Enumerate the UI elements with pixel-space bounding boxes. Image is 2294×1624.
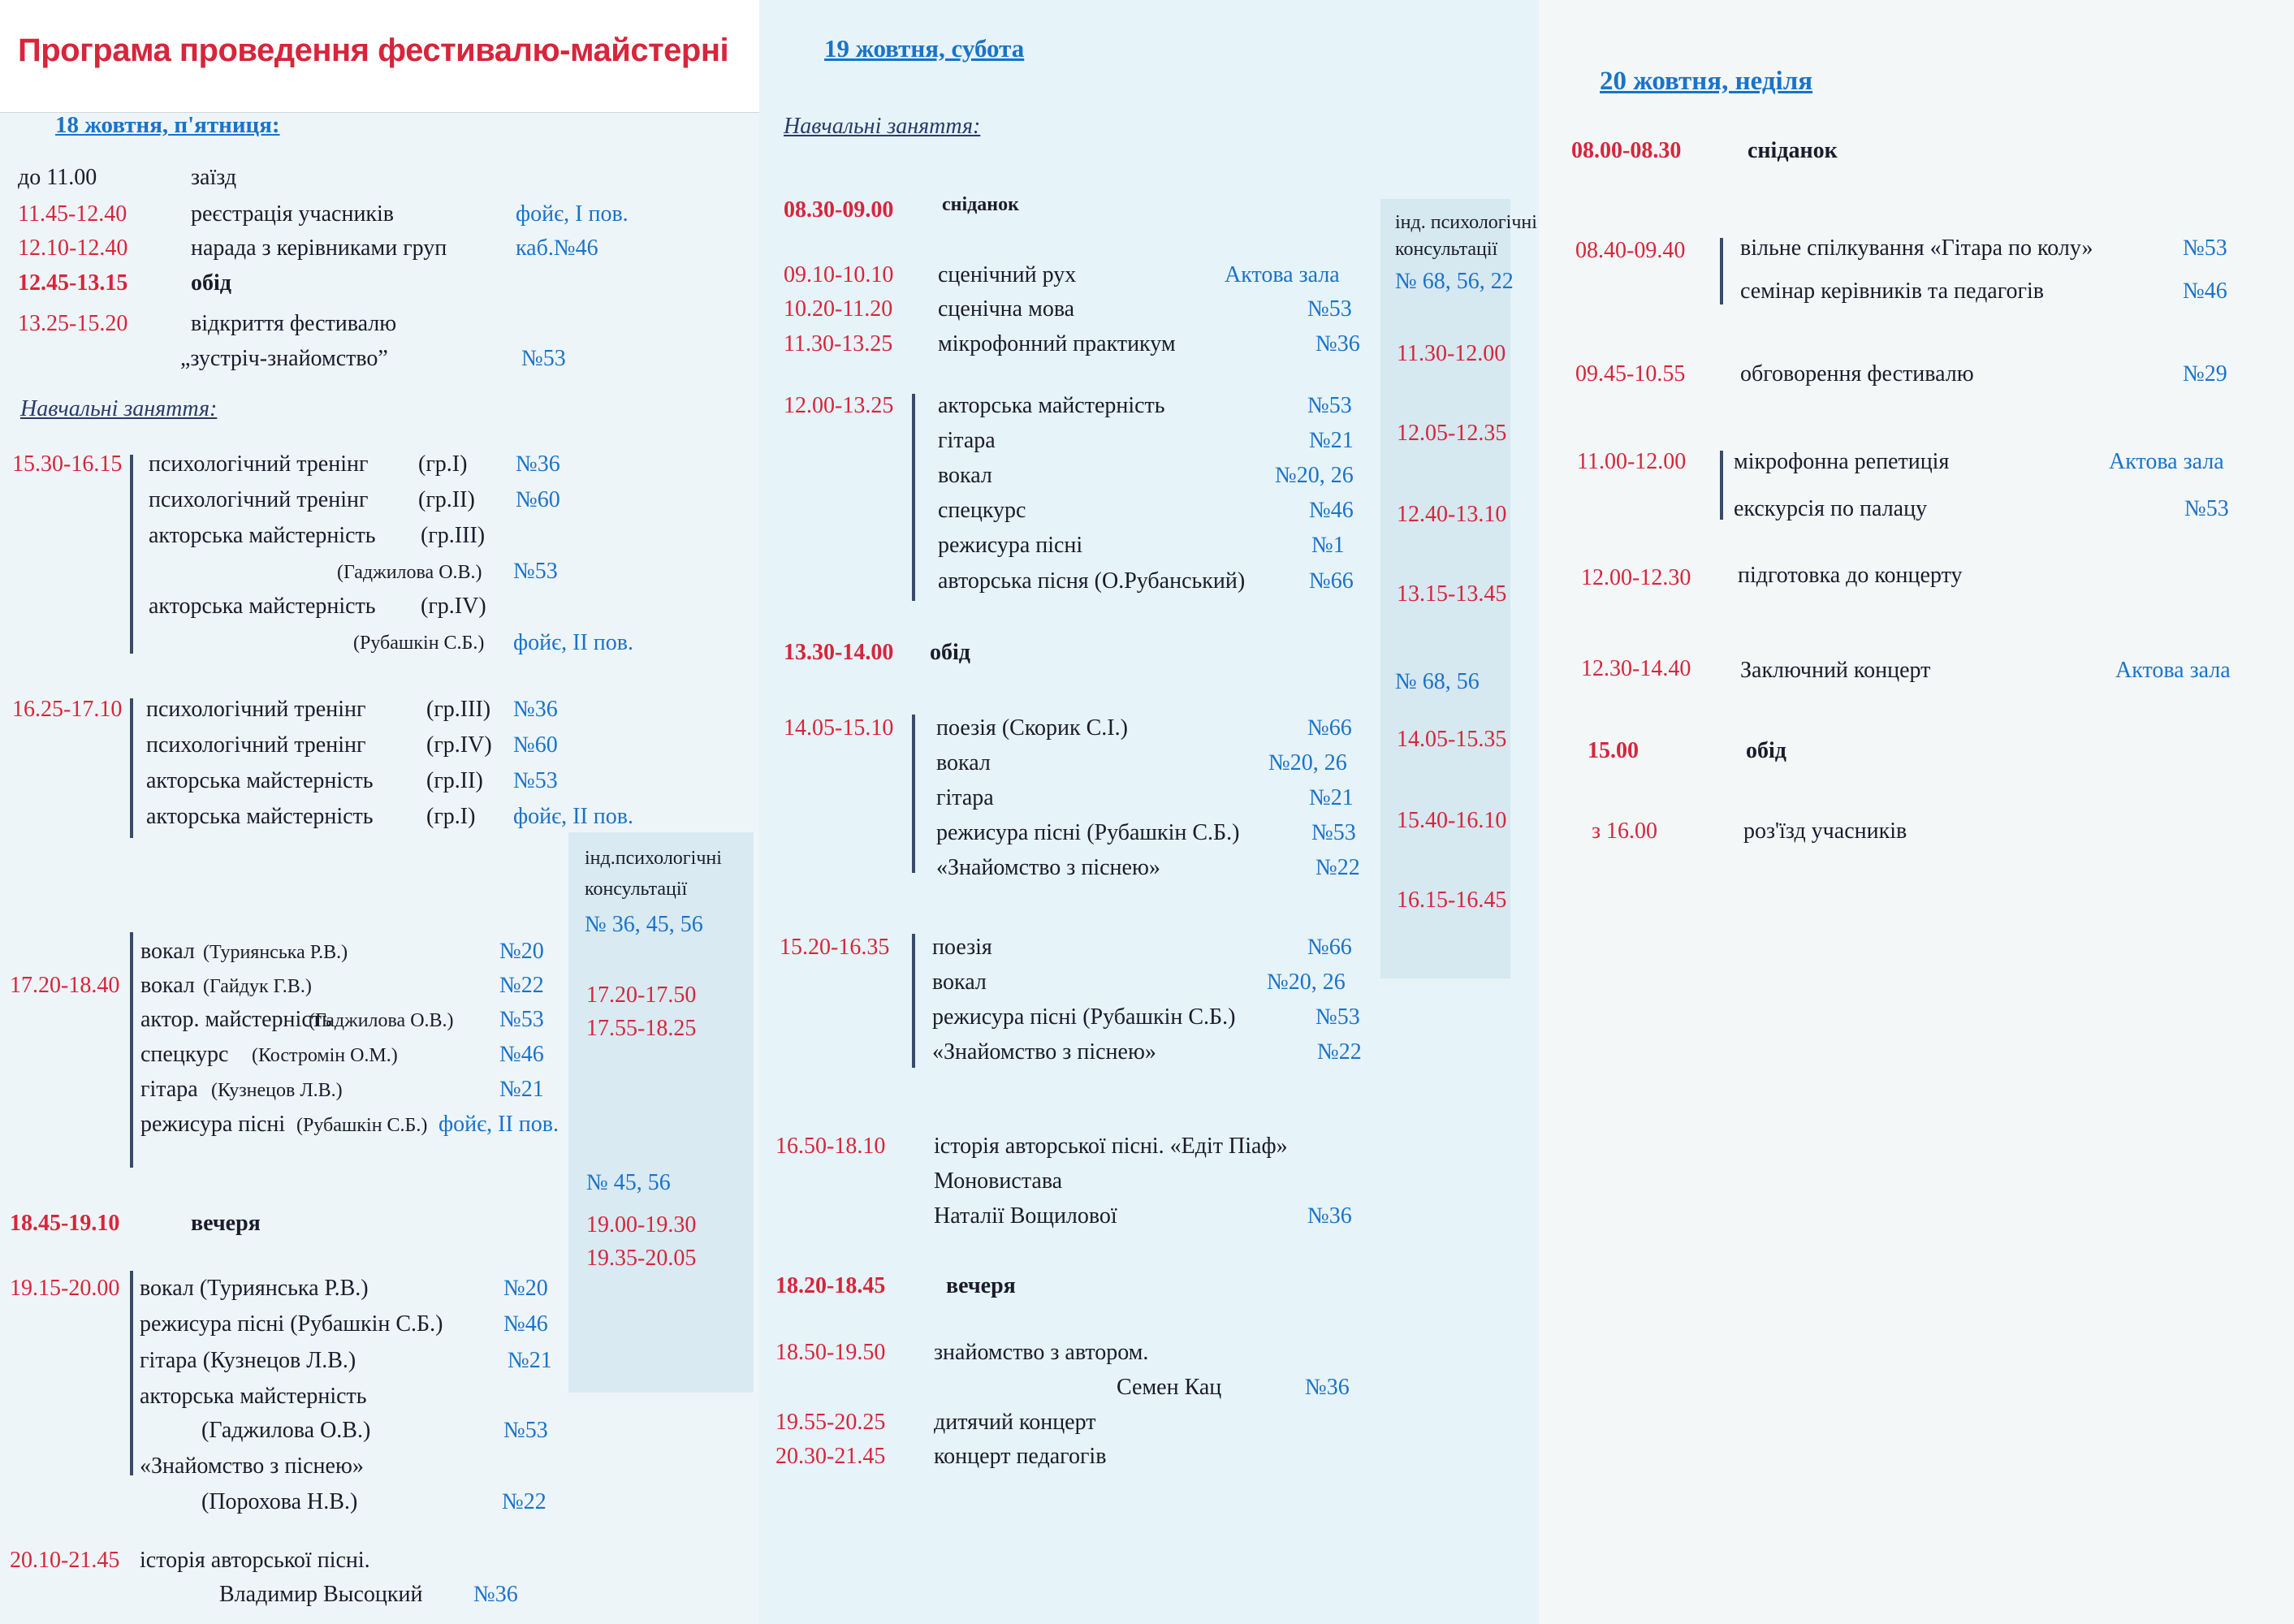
schedule-text: 14.05-15.35 [1397, 727, 1507, 752]
schedule-text: 11.30-12.00 [1397, 341, 1506, 366]
schedule-text: вечеря [191, 1211, 261, 1236]
schedule-text: історія авторської пісні. «Едіт Піаф» [934, 1134, 1288, 1159]
schedule-text: (гр.I) [418, 451, 468, 477]
schedule-text: №60 [516, 487, 560, 512]
schedule-text: (гр.III) [421, 523, 486, 548]
schedule-text: акторська майстерність [140, 1384, 367, 1409]
schedule-text: спецкурс [140, 1042, 229, 1067]
schedule-text: сценічна мова [938, 296, 1075, 322]
schedule-text: заїзд [191, 165, 237, 190]
schedule-text: №53 [1307, 296, 1352, 322]
schedule-text: 18.50-19.50 [775, 1340, 886, 1365]
schedule-text: мікрофонна репетиція [1734, 449, 1950, 474]
schedule-text: 11.00-12.00 [1577, 449, 1687, 474]
schedule-text: №53 [1315, 1004, 1360, 1030]
schedule-text: (Костромін О.М.) [252, 1045, 398, 1066]
schedule-text: Актова зала [1225, 262, 1340, 287]
schedule-text: (гр.IV) [421, 594, 486, 619]
title-banner [0, 0, 759, 113]
schedule-text: 12.00-13.25 [784, 393, 894, 418]
schedule-text: (Гаджилова О.В.) [201, 1418, 371, 1443]
schedule-text: №53 [499, 1007, 544, 1032]
schedule-text: №20, 26 [1268, 750, 1347, 775]
schedule-text: „зустріч-знайомство” [180, 346, 388, 371]
schedule-text: (гр.I) [426, 804, 476, 829]
schedule-text: Актова зала [2109, 449, 2224, 474]
schedule-text: поезія (Скорик С.І.) [936, 715, 1128, 741]
schedule-text: гітара [936, 785, 994, 810]
schedule-text: психологічний тренінг [149, 487, 369, 512]
schedule-text: 12.30-14.40 [1581, 656, 1691, 681]
schedule-text: 15.40-16.10 [1397, 808, 1507, 833]
schedule-text: №21 [1309, 785, 1354, 810]
schedule-text: №20, 26 [1275, 463, 1354, 488]
schedule-text: 13.25-15.20 [18, 311, 128, 336]
schedule-text: концерт педагогів [934, 1444, 1107, 1469]
schedule-text: 15.20-16.35 [780, 935, 890, 960]
schedule-text: №53 [1307, 393, 1352, 418]
schedule-text: (Гаджилова О.В.) [337, 562, 482, 583]
schedule-text: фойє, I пов. [516, 201, 629, 227]
schedule-text: акторська майстерність [146, 804, 374, 829]
schedule-text: каб.№46 [516, 235, 598, 261]
day-heading-sunday: 20 жовтня, неділя [1600, 67, 1813, 96]
consultations-label: інд. психологічні [1395, 212, 1537, 233]
schedule-text: №29 [2183, 361, 2227, 387]
schedule-text: 13.30-14.00 [784, 640, 894, 665]
group-bracket [130, 455, 133, 654]
schedule-text: (гр.II) [426, 768, 483, 793]
consultations-label: інд.психологічні [585, 848, 722, 869]
schedule-text: №66 [1307, 715, 1352, 741]
schedule-text: сніданок [942, 194, 1019, 215]
schedule-text: 16.50-18.10 [775, 1134, 886, 1159]
schedule-text: 08.30-09.00 [784, 197, 894, 222]
section-label-friday: Навчальні заняття: [20, 396, 218, 421]
schedule-text: №36 [1305, 1375, 1350, 1400]
group-bracket [1720, 238, 1723, 304]
schedule-text: фойє, II пов. [513, 630, 633, 655]
schedule-text: вільне спілкування «Гітара по колу» [1740, 235, 2093, 261]
schedule-text: 19.35-20.05 [586, 1246, 697, 1271]
schedule-text: Заключний концерт [1740, 658, 1931, 683]
schedule-text: вечеря [946, 1273, 1016, 1298]
schedule-text: екскурсія по палацу [1734, 496, 1928, 521]
schedule-text: історія авторської пісні. [140, 1548, 370, 1573]
schedule-text: №21 [1309, 428, 1354, 453]
schedule-text: сніданок [1748, 138, 1838, 163]
schedule-text: фойє, II пов. [438, 1112, 559, 1137]
schedule-text: 16.25-17.10 [12, 697, 123, 722]
schedule-text: №46 [503, 1311, 548, 1337]
schedule-text: №36 [513, 697, 558, 722]
group-bracket [912, 394, 915, 601]
schedule-text: 13.15-13.45 [1397, 581, 1507, 607]
schedule-text: 12.40-13.10 [1397, 502, 1507, 527]
schedule-text: режисура пісні (Рубашкін С.Б.) [936, 820, 1240, 845]
schedule-text: сценічний рух [938, 262, 1077, 287]
schedule-text: «Знайомство з піснею» [936, 855, 1160, 880]
schedule-text: №21 [499, 1077, 544, 1102]
section-label-saturday: Навчальні заняття: [784, 114, 981, 139]
schedule-text: №36 [473, 1582, 518, 1607]
schedule-text: поезія [932, 935, 992, 960]
schedule-text: психологічний тренінг [146, 697, 366, 722]
schedule-text: спецкурс [938, 498, 1026, 523]
schedule-text: №66 [1309, 568, 1354, 594]
schedule-text: режисура пісні (Рубашкін С.Б.) [932, 1004, 1236, 1030]
schedule-text: обід [930, 640, 970, 665]
schedule-text: №22 [1317, 1039, 1362, 1065]
schedule-text: 16.15-16.45 [1397, 888, 1507, 913]
schedule-text: №22 [502, 1489, 546, 1514]
schedule-text: авторська пісня (О.Рубанський) [938, 568, 1246, 594]
schedule-text: Наталії Вощилової [934, 1203, 1117, 1229]
schedule-text: № 68, 56, 22 [1395, 269, 1514, 294]
group-bracket [130, 932, 133, 1168]
schedule-text: семінар керівників та педагогів [1740, 279, 2045, 304]
schedule-text: 14.05-15.10 [784, 715, 894, 741]
schedule-text: 18.20-18.45 [775, 1273, 886, 1298]
group-bracket [912, 715, 915, 873]
schedule-text: 08.00-08.30 [1571, 138, 1682, 163]
schedule-text: актор. майстерність [140, 1007, 332, 1032]
schedule-text: фойє, II пов. [513, 804, 633, 829]
schedule-text: №46 [1309, 498, 1354, 523]
schedule-text: 12.05-12.35 [1397, 421, 1507, 446]
schedule-text: знайомство з автором. [934, 1340, 1149, 1365]
schedule-text: (гр.III) [426, 697, 491, 722]
schedule-text: № 45, 56 [586, 1170, 671, 1195]
schedule-text: №36 [1307, 1203, 1352, 1229]
schedule-text: нарада з керівниками груп [191, 235, 447, 261]
schedule-text: Владимир Высоцкий [219, 1582, 423, 1607]
schedule-text: режисура пісні (Рубашкін С.Б.) [140, 1311, 443, 1337]
schedule-text: 09.45-10.55 [1575, 361, 1686, 387]
schedule-text: 12.10-12.40 [18, 235, 128, 261]
schedule-text: 15.30-16.15 [12, 451, 123, 477]
schedule-text: (Рубашкін С.Б.) [296, 1115, 428, 1136]
schedule-text: №36 [1315, 331, 1360, 356]
schedule-text: №53 [503, 1418, 548, 1443]
schedule-text: №20 [499, 939, 544, 964]
schedule-text: режисура пісні [938, 533, 1083, 558]
schedule-text: вокал [932, 970, 987, 995]
schedule-text: №20 [503, 1276, 548, 1301]
schedule-text: гітара [938, 428, 996, 453]
schedule-text: 19.15-20.00 [10, 1276, 120, 1301]
schedule-text: психологічний тренінг [146, 732, 366, 758]
schedule-text: №60 [513, 732, 558, 758]
schedule-text: №22 [499, 973, 544, 998]
schedule-text: №53 [513, 768, 558, 793]
schedule-text: Актова зала [2115, 658, 2231, 683]
schedule-text: 08.40-09.40 [1575, 238, 1686, 263]
schedule-text: 09.10-10.10 [784, 262, 894, 287]
day-heading-friday: 18 жовтня, п'ятниця: [55, 112, 280, 138]
schedule-text: 18.45-19.10 [10, 1211, 120, 1236]
schedule-text: №21 [508, 1348, 552, 1373]
schedule-text: вокал [936, 750, 991, 775]
group-bracket [130, 1271, 133, 1475]
schedule-text: (Гаджилова О.В.) [309, 1010, 454, 1031]
schedule-text: 12.45-13.15 [18, 270, 128, 296]
schedule-text: №53 [1311, 820, 1356, 845]
schedule-text: 17.20-18.40 [10, 973, 120, 998]
consultations-label: консультації [1395, 239, 1498, 260]
schedule-text: реєстрація учасників [191, 201, 395, 227]
schedule-text: №22 [1315, 855, 1360, 880]
schedule-text: до 11.00 [18, 165, 97, 190]
schedule-text: 19.55-20.25 [775, 1410, 886, 1435]
day-heading-saturday: 19 жовтня, субота [824, 34, 1025, 63]
schedule-text: акторська майстерність [149, 523, 376, 548]
schedule-text: 19.00-19.30 [586, 1212, 697, 1237]
schedule-text: 15.00 [1588, 738, 1639, 763]
schedule-text: дитячий концерт [934, 1410, 1096, 1435]
schedule-text: «Знайомство з піснею» [932, 1039, 1156, 1065]
schedule-text: вокал (Туриянська Р.В.) [140, 1276, 369, 1301]
consultations-label: консультації [585, 879, 688, 900]
schedule-text: «Знайомство з піснею» [140, 1453, 364, 1479]
schedule-text: вокал [140, 939, 195, 964]
schedule-text: № 68, 56 [1395, 669, 1480, 694]
schedule-text: вокал [938, 463, 992, 488]
schedule-text: Семен Кац [1117, 1375, 1222, 1400]
schedule-text: №53 [513, 559, 558, 584]
schedule-text: (Туриянська Р.В.) [203, 942, 348, 963]
schedule-text: №20, 26 [1267, 970, 1346, 995]
schedule-text: (Кузнецов Л.В.) [211, 1080, 343, 1101]
schedule-text: обід [191, 270, 231, 296]
schedule-text: 20.10-21.45 [10, 1548, 120, 1573]
schedule-text: №46 [499, 1042, 544, 1067]
schedule-text: 17.55-18.25 [586, 1016, 697, 1041]
schedule-text: №36 [516, 451, 560, 477]
schedule-text: роз'їзд учасників [1743, 818, 1907, 844]
page-title: Програма проведення фестивалю-майстерні [18, 32, 729, 68]
schedule-text: №1 [1311, 533, 1345, 558]
schedule-text: №53 [521, 346, 566, 371]
schedule-text: № 36, 45, 56 [585, 912, 703, 937]
schedule-text: (гр.IV) [426, 732, 492, 758]
schedule-text: (гр.II) [418, 487, 475, 512]
schedule-text: 17.20-17.50 [586, 983, 697, 1008]
schedule-text: обговорення фестивалю [1740, 361, 1974, 387]
schedule-text: 11.45-12.40 [18, 201, 127, 227]
schedule-text: №66 [1307, 935, 1352, 960]
schedule-text: гітара [140, 1077, 198, 1102]
group-bracket [912, 934, 915, 1068]
schedule-text: 20.30-21.45 [775, 1444, 886, 1469]
group-bracket [1720, 451, 1723, 520]
schedule-text: гітара (Кузнецов Л.В.) [140, 1348, 356, 1373]
schedule-text: обід [1746, 738, 1786, 763]
schedule-text: №46 [2183, 279, 2227, 304]
schedule-text: акторська майстерність [938, 393, 1165, 418]
schedule-text: з 16.00 [1592, 818, 1658, 844]
schedule-text: 12.00-12.30 [1581, 565, 1691, 590]
schedule-text: режисура пісні [140, 1112, 286, 1137]
schedule-text: Моновистава [934, 1168, 1063, 1194]
schedule-text: 11.30-13.25 [784, 331, 893, 356]
schedule-text: акторська майстерність [149, 594, 376, 619]
schedule-text: мікрофонний практикум [938, 331, 1176, 356]
schedule-text: 10.20-11.20 [784, 296, 893, 322]
schedule-text: відкриття фестивалю [191, 311, 397, 336]
schedule-text: підготовка до концерту [1738, 563, 1963, 588]
schedule-text: (Рубашкін С.Б.) [353, 633, 485, 654]
schedule-text: психологічний тренінг [149, 451, 369, 477]
schedule-text: вокал [140, 973, 195, 998]
schedule-text: №53 [2183, 235, 2227, 261]
schedule-text: (Порохова Н.В.) [201, 1489, 358, 1514]
schedule-text: акторська майстерність [146, 768, 374, 793]
schedule-text: №53 [2184, 496, 2229, 521]
schedule-text: (Гайдук Г.В.) [203, 976, 312, 997]
group-bracket [130, 698, 133, 838]
